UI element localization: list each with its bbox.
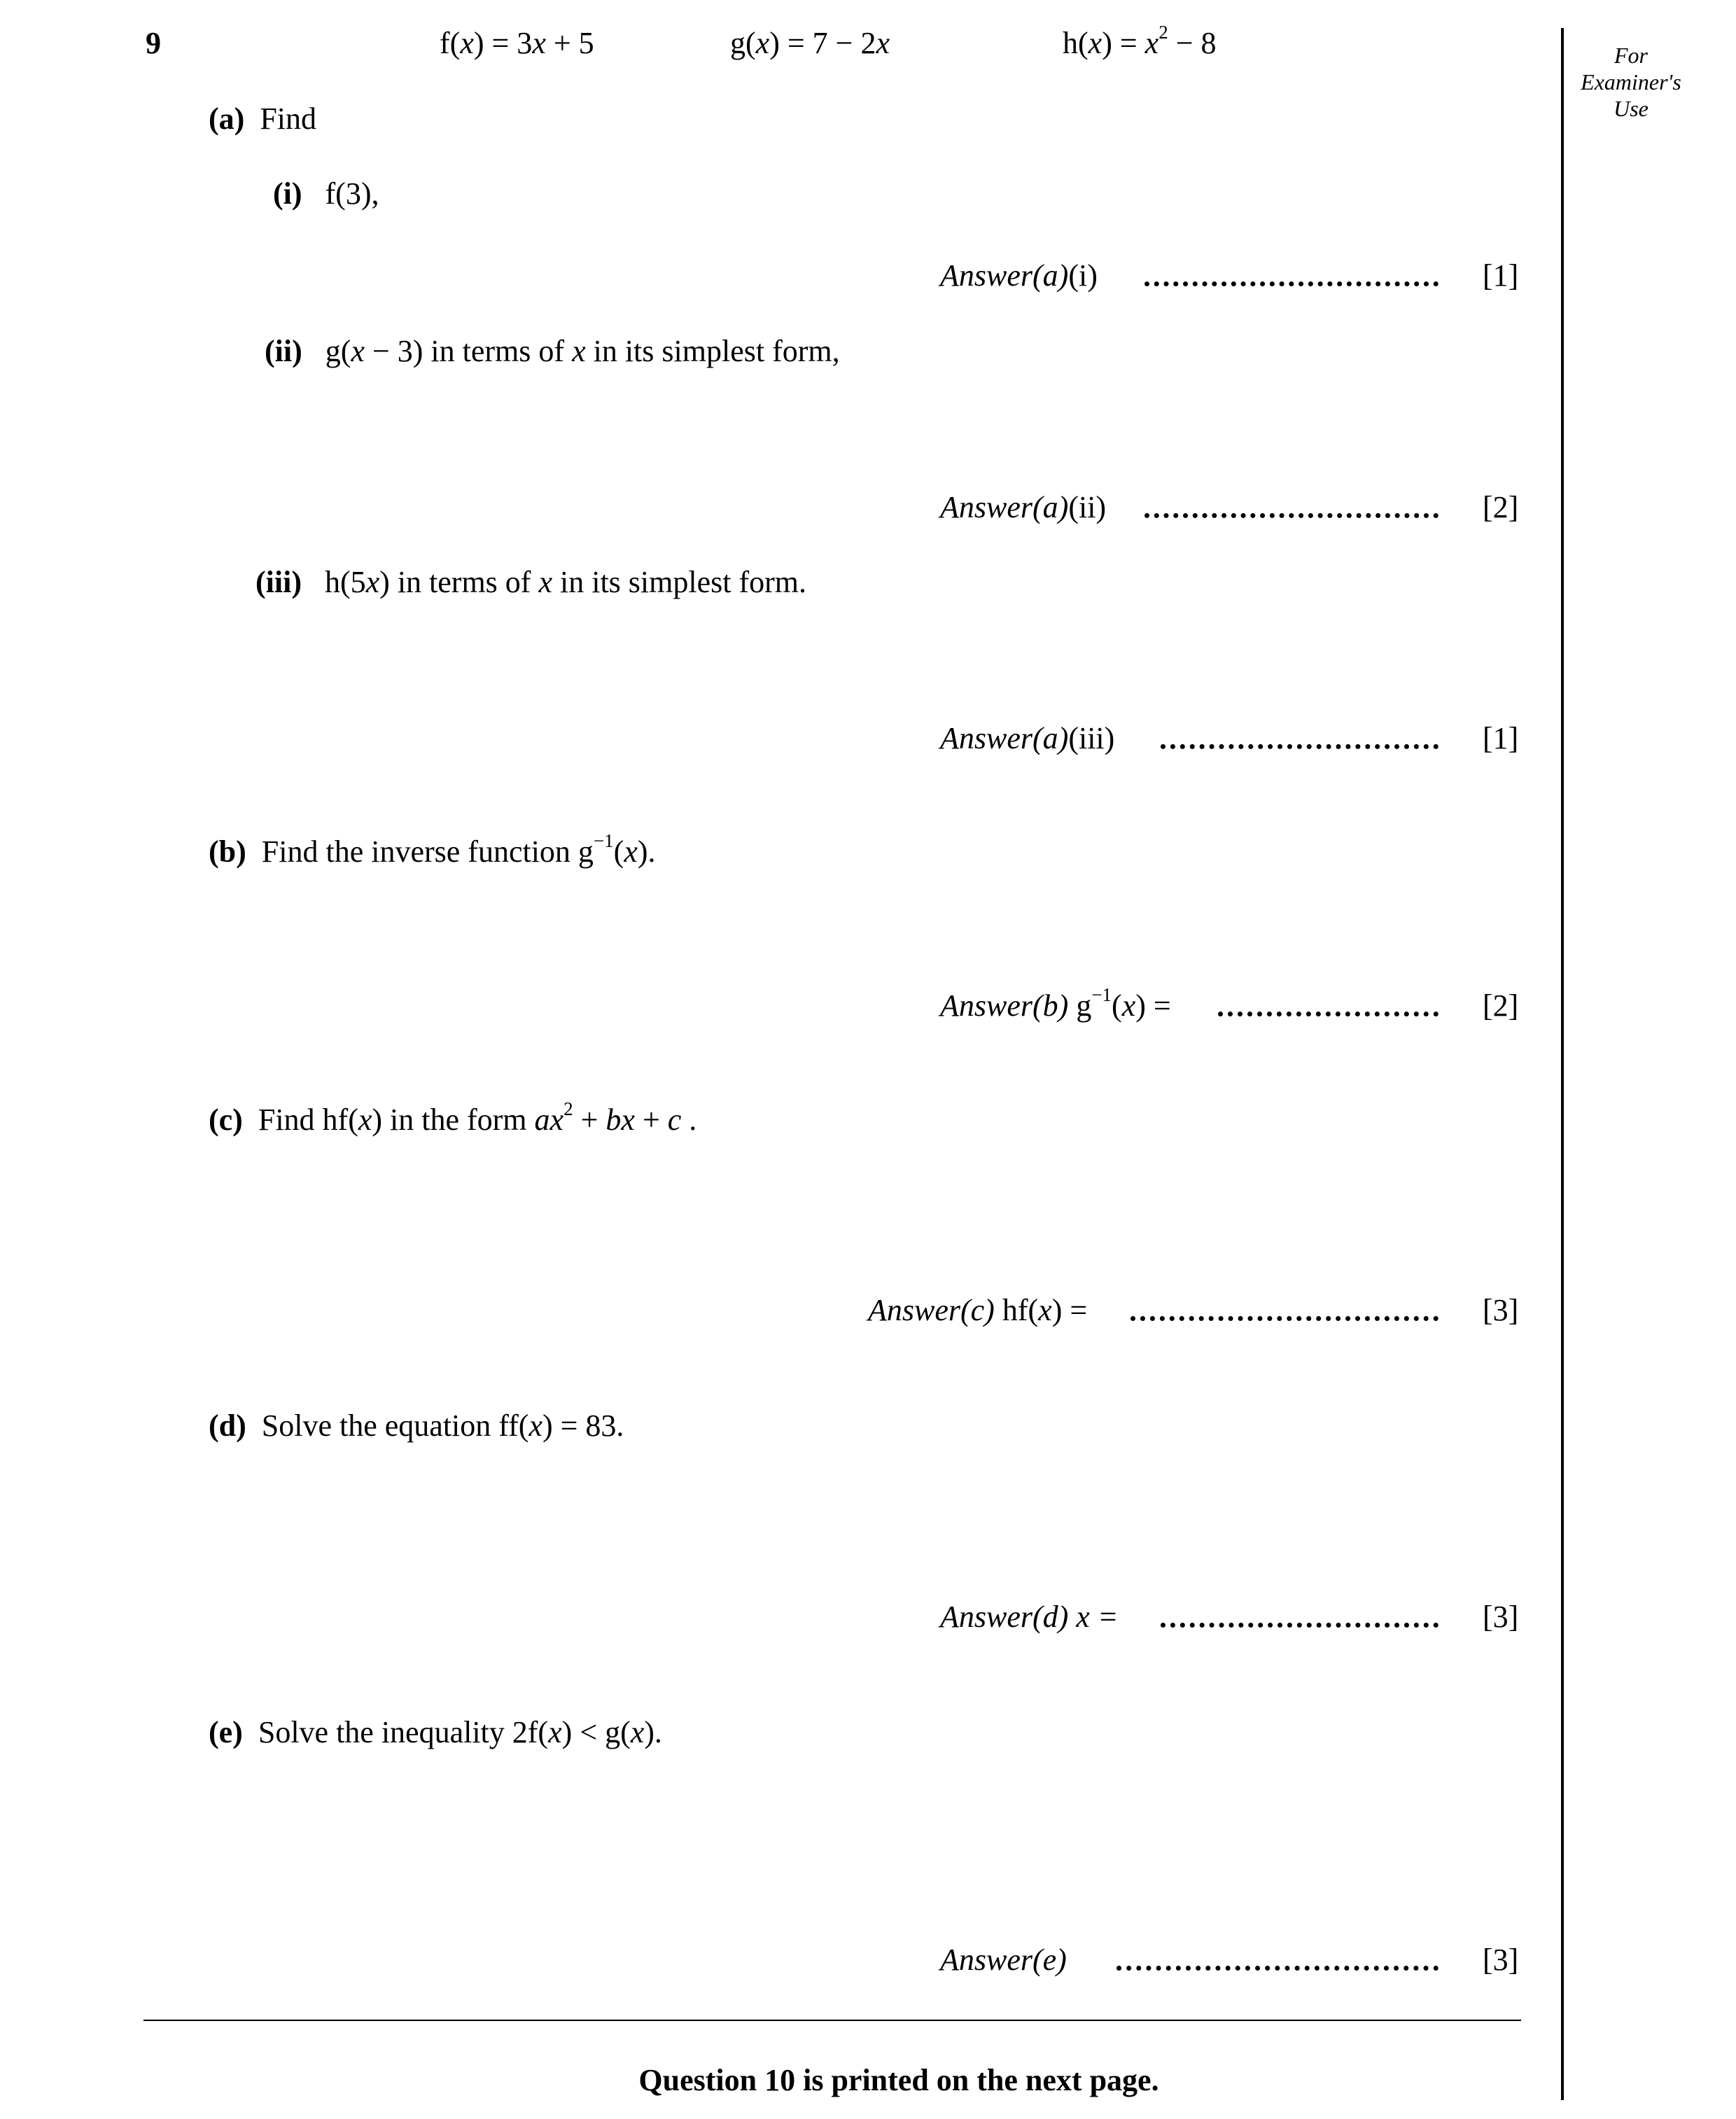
part-a-i-marks: [1] (1483, 258, 1519, 293)
part-a-ii-answer-label: Answer(a)(ii) (940, 490, 1107, 524)
part-e-marks: [3] (1483, 1943, 1519, 1977)
part-e-answer-label: Answer(e) (940, 1943, 1067, 1977)
part-a-question: (a) Find (209, 102, 317, 136)
part-a-iii-marks: [1] (1483, 721, 1519, 755)
part-a-ii-answer-line[interactable] (1144, 513, 1438, 518)
part-b-question: (b) Find the inverse function $g^{-1}(x)$. (209, 830, 656, 869)
part-d-answer-label: Answer(d) x = (940, 1600, 1119, 1634)
part-d-answer-line[interactable] (1161, 1623, 1438, 1628)
part-a-i-answer-label: Answer(a)(i) (940, 258, 1098, 293)
part-a-ii-marks: [2] (1483, 490, 1519, 524)
part-a-i-question: (i) f(3), (273, 176, 379, 211)
part-b-answer-label: Answer(b) $g^{-1}(x)$ = (940, 984, 1171, 1023)
question-number: 9 (146, 26, 161, 60)
function-h-definition: $h(x) = x^2 - 8$ (1063, 22, 1217, 60)
part-b-answer-line[interactable] (1218, 1012, 1438, 1016)
part-d-question: (d) Solve the equation ff(x) = 83. (209, 1408, 624, 1443)
examiner-use-label: For Examiner's Use (1581, 43, 1681, 121)
examiner-margin-rule (1561, 28, 1564, 2100)
part-c-answer-label: Answer(c) hf(x) = (868, 1293, 1088, 1327)
part-a-i-answer-line[interactable] (1144, 281, 1438, 286)
function-g-definition: g(x) = 7 − 2x (730, 26, 890, 60)
part-e-question: (e) Solve the inequality 2f(x) < g(x). (209, 1715, 662, 1749)
part-e-answer-line[interactable] (1116, 1966, 1438, 1971)
part-c-marks: [3] (1483, 1293, 1519, 1327)
part-d-marks: [3] (1483, 1600, 1519, 1634)
part-c-answer-line[interactable] (1130, 1316, 1438, 1321)
part-a-ii-question: (ii) g(x − 3) in terms of x in its simplest form, (265, 334, 840, 368)
part-a-iii-question: (iii) h(5x) in terms of x in its simplest form. (255, 565, 806, 599)
part-a-iii-answer-label: Answer(a)(iii) (940, 721, 1115, 755)
function-f-definition: f(x) = 3x + 5 (440, 26, 594, 60)
part-c-question: (c) Find hf(x) in the form $ax^2$ + bx + c . (209, 1098, 697, 1137)
footer-next-page-note: Question 10 is printed on the next page. (638, 2063, 1159, 2097)
bottom-rule (144, 2020, 1521, 2021)
part-b-marks: [2] (1483, 988, 1519, 1023)
part-a-iii-answer-line[interactable] (1161, 744, 1438, 749)
